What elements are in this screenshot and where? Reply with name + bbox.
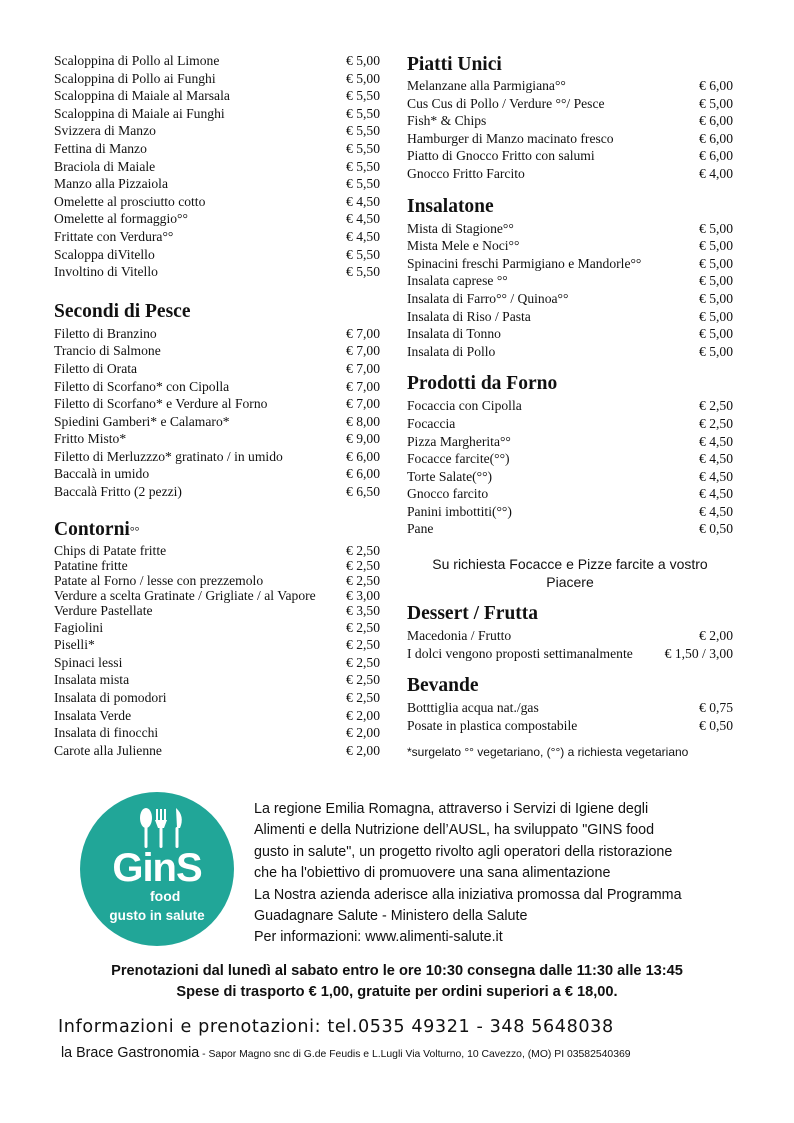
- menu-item: [407, 433, 733, 451]
- fish-dishes-list: [54, 325, 380, 501]
- menu-item-price: € 1,50 / 3,00: [664, 645, 733, 661]
- bakery-list: [407, 397, 733, 538]
- menu-item-price: € 6,00: [699, 113, 733, 129]
- menu-item-price: € 5,00: [699, 326, 733, 342]
- menu-item-name: Focaccia con Cipolla: [407, 398, 522, 414]
- menu-item-name: Baccalà in umido: [54, 466, 150, 482]
- company-detail: - Sapor Magno snc di G.de Feudis e L.Lugli Via Volturno, 10 Cavezzo, (MO) PI 03582540369: [199, 1049, 631, 1060]
- menu-item: [407, 147, 733, 165]
- menu-item-price: € 4,50: [346, 228, 380, 244]
- menu-item-name: Baccalà Fritto (2 pezzi): [54, 484, 182, 500]
- menu-item: [407, 165, 733, 183]
- menu-item: [54, 742, 380, 760]
- menu-item-price: € 4,00: [699, 165, 733, 181]
- section-title-forno: Prodotti da Forno: [407, 373, 558, 395]
- menu-item-name: Gnocco farcito: [407, 486, 489, 502]
- menu-item-price: € 5,00: [699, 290, 733, 306]
- menu-item-price: € 2,50: [699, 398, 733, 414]
- menu-item-price: € 0,75: [699, 700, 733, 716]
- menu-item-name: Omelette al prosciutto cotto: [54, 193, 206, 209]
- diet-legend: *surgelato °° vegetariano, (°°) a richiesta vegetariano: [407, 745, 689, 760]
- menu-item-price: € 5,50: [346, 176, 380, 192]
- booking-hours: Prenotazioni dal lunedì al sabato entro le ore 10:30 consegna dalle 11:30 alle 13:45: [111, 963, 683, 979]
- menu-item-name: Filetto di Scorfano* e Verdure al Forno: [54, 396, 268, 412]
- menu-item: [54, 465, 380, 483]
- menu-item: [54, 573, 380, 588]
- menu-item-price: € 7,00: [346, 343, 380, 359]
- menu-item-name: Melanzane alla Parmigiana°°: [407, 78, 566, 93]
- menu-item: [407, 95, 733, 113]
- menu-item-price: € 4,50: [699, 503, 733, 519]
- menu-item-price: € 4,50: [346, 211, 380, 227]
- menu-item-price: € 4,50: [699, 433, 733, 449]
- menu-item-name: Focaccia: [407, 415, 456, 431]
- menu-item-name: Scaloppina di Maiale ai Funghi: [54, 105, 225, 121]
- menu-item: [54, 413, 380, 431]
- menu-item-name: Fettina di Manzo: [54, 140, 147, 156]
- menu-item: [407, 343, 733, 361]
- menu-item: [407, 130, 733, 148]
- bakery-note-line-2: Piacere: [546, 574, 594, 591]
- menu-item-name: Manzo alla Pizzaiola: [54, 176, 168, 192]
- menu-item: [54, 430, 380, 448]
- salads-list: [407, 220, 733, 361]
- section-piatti-unici: [407, 52, 733, 183]
- menu-item: [407, 699, 733, 717]
- section-prodotti-da-forno: [407, 371, 733, 591]
- dessert-list: [407, 627, 733, 662]
- menu-item-price: € 6,50: [346, 484, 380, 500]
- menu-item-price: € 6,00: [346, 448, 380, 464]
- menu-item-name: Pizza Margherita°°: [407, 433, 511, 449]
- menu-item-price: € 2,50: [346, 637, 380, 653]
- menu-item: [407, 717, 733, 735]
- menu-item-name: Botttiglia acqua nat./gas: [407, 700, 539, 716]
- menu-item: [54, 342, 380, 360]
- menu-item: [54, 378, 380, 396]
- single-dishes-list: [407, 77, 733, 183]
- menu-item-name: Gnocco Fritto Farcito: [407, 165, 525, 181]
- menu-item-name: Panini imbottiti(°°): [407, 503, 512, 519]
- menu-item-name: Verdure a scelta Gratinate / Grigliate / al Vapore: [54, 588, 316, 604]
- section-contorni: [54, 518, 380, 760]
- menu-item-price: € 2,00: [699, 628, 733, 644]
- menu-item: [54, 193, 380, 211]
- menu-item-price: € 5,50: [346, 105, 380, 121]
- menu-item-price: € 7,00: [346, 360, 380, 376]
- menu-item: [54, 105, 380, 123]
- menu-item-price: € 2,00: [346, 707, 380, 723]
- menu-item: [54, 87, 380, 105]
- menu-item-price: € 5,00: [699, 343, 733, 359]
- menu-item: [54, 543, 380, 558]
- menu-item-price: € 2,50: [346, 690, 380, 706]
- menu-item: [54, 140, 380, 158]
- menu-item-name: Insalata di Farro°° / Quinoa°°: [407, 290, 569, 306]
- menu-item-name: Scaloppina di Pollo al Limone: [54, 53, 220, 68]
- menu-item-price: € 5,50: [346, 264, 380, 280]
- menu-item-price: € 2,50: [346, 573, 380, 589]
- menu-item: [54, 325, 380, 343]
- menu-item-price: € 8,00: [346, 413, 380, 429]
- menu-item-name: Macedonia / Frutto: [407, 628, 512, 644]
- menu-item: [407, 627, 733, 645]
- menu-item-name: Carote alla Julienne: [54, 742, 162, 758]
- menu-item-price: € 9,00: [346, 431, 380, 447]
- menu-item-price: € 0,50: [699, 717, 733, 733]
- gins-line: Alimenti e della Nutrizione dell’AUSL, ha sviluppato "GINS food: [254, 822, 655, 839]
- menu-item-name: Fritto Misto*: [54, 431, 127, 447]
- company-name: la Brace Gastronomia: [61, 1045, 200, 1061]
- menu-item-name: Pane: [407, 521, 434, 537]
- menu-item: [407, 255, 733, 273]
- gins-line: Guadagnare Salute - Ministero della Salute: [254, 908, 528, 925]
- menu-item: [407, 220, 733, 238]
- company-info: [61, 1044, 781, 1062]
- menu-item: [407, 485, 733, 503]
- menu-item-name: Insalata di Riso / Pasta: [407, 308, 531, 324]
- menu-item-name: Omelette al formaggio°°: [54, 211, 188, 227]
- menu-item-price: € 4,50: [346, 193, 380, 209]
- menu-item: [54, 210, 380, 228]
- gins-line: gusto in salute", un progetto rivolto agli operatori della ristorazione: [254, 843, 673, 860]
- menu-item-price: € 5,50: [346, 158, 380, 174]
- menu-item: [54, 671, 380, 689]
- menu-item-name: Filetto di Branzino: [54, 325, 157, 341]
- menu-item-name: Insalata di pomodori: [54, 690, 167, 706]
- menu-item: [54, 724, 380, 742]
- side-dishes-list: [54, 619, 380, 760]
- gins-logo: [80, 792, 234, 946]
- menu-item-name: Insalata mista: [54, 672, 130, 688]
- menu-item-name: Insalata di Tonno: [407, 326, 501, 342]
- gins-logo-name: GinS: [112, 846, 202, 890]
- menu-right-column: [407, 52, 733, 760]
- menu-item-price: € 6,00: [346, 466, 380, 482]
- menu-item-price: € 2,50: [346, 654, 380, 670]
- contorni-title-suffix: °°: [129, 523, 140, 538]
- menu-item-price: € 3,50: [346, 603, 380, 619]
- gins-logo-tagline: gusto in salute: [109, 908, 205, 923]
- menu-item-name: Hamburger di Manzo macinato fresco: [407, 130, 614, 146]
- menu-item-name: Fagiolini: [54, 619, 104, 635]
- delivery-cost: Spese di trasporto € 1,00, gratuite per ordini superiori a € 18,00.: [176, 984, 618, 1000]
- section-title-dessert: Dessert / Frutta: [407, 603, 539, 625]
- drinks-list: [407, 699, 733, 734]
- menu-item-price: € 5,50: [346, 246, 380, 262]
- section-insalatone: [407, 194, 733, 361]
- section-secondi-di-pesce: [54, 299, 380, 501]
- menu-item: [407, 415, 733, 433]
- menu-item-price: € 5,50: [346, 88, 380, 104]
- menu-item-name: Trancio di Salmone: [54, 343, 161, 359]
- menu-item: [54, 689, 380, 707]
- meat-dishes-list: [54, 52, 380, 281]
- menu-item-price: € 5,00: [699, 273, 733, 289]
- menu-item: [407, 645, 733, 663]
- menu-item-price: € 4,50: [699, 468, 733, 484]
- menu-item-price: € 5,50: [346, 123, 380, 139]
- menu-item-price: € 5,00: [699, 308, 733, 324]
- menu-item: [407, 308, 733, 326]
- menu-item-price: € 0,50: [699, 521, 733, 537]
- menu-item: [54, 70, 380, 88]
- bakery-request-note: [407, 555, 733, 591]
- menu-item: [407, 503, 733, 521]
- menu-item: [407, 112, 733, 130]
- menu-item-name: Scaloppa diVitello: [54, 246, 155, 262]
- menu-item-name: Focacce farcite(°°): [407, 451, 510, 467]
- menu-item: [407, 77, 733, 95]
- menu-item: [407, 520, 733, 538]
- menu-item-name: Scaloppina di Maiale al Marsala: [54, 88, 230, 104]
- gins-info-line: Per informazioni: www.alimenti-salute.it: [254, 929, 503, 946]
- menu-item-price: € 5,00: [346, 53, 380, 68]
- gins-logo-food: food: [150, 888, 181, 904]
- section-title-bevande: Bevande: [407, 675, 479, 697]
- menu-item-price: € 6,00: [699, 148, 733, 164]
- contorni-title-text: Contorni: [54, 518, 130, 540]
- menu-item: [407, 290, 733, 308]
- menu-item-price: € 3,00: [346, 588, 380, 604]
- menu-item-name: I dolci vengono proposti settimanalmente: [407, 645, 633, 661]
- menu-item: [54, 228, 380, 246]
- menu-item: [54, 636, 380, 654]
- menu-item-price: € 7,00: [346, 378, 380, 394]
- menu-item-price: € 5,00: [699, 255, 733, 271]
- menu-item-name: Torte Salate(°°): [407, 468, 493, 484]
- menu-item-name: Spiedini Gamberi* e Calamaro*: [54, 413, 230, 429]
- menu-item-name: Fish* & Chips: [407, 113, 487, 129]
- menu-item-price: € 4,50: [699, 451, 733, 467]
- menu-item: [54, 52, 380, 70]
- menu-item-name: Filetto di Scorfano* con Cipolla: [54, 378, 230, 394]
- section-bevande: [407, 673, 733, 734]
- menu-item: [54, 654, 380, 672]
- menu-item: [54, 603, 380, 618]
- menu-left-column: [54, 52, 380, 759]
- menu-item: [54, 558, 380, 573]
- menu-item-name: Verdure Pastellate: [54, 603, 153, 619]
- menu-item: [54, 246, 380, 264]
- section-title-pesce: Secondi di Pesce: [54, 300, 191, 322]
- menu-item: [54, 707, 380, 725]
- menu-item: [54, 360, 380, 378]
- menu-item-name: Cus Cus di Pollo / Verdure °°/ Pesce: [407, 95, 605, 111]
- menu-item-name: Frittate con Verdura°°: [54, 228, 174, 244]
- side-dishes-list-compact: [54, 543, 380, 619]
- menu-item-name: Mista di Stagione°°: [407, 220, 514, 236]
- menu-item-name: Piatto di Gnocco Fritto con salumi: [407, 148, 595, 164]
- bakery-note-line-1: Su richiesta Focacce e Pizze farcite a vostro: [432, 556, 708, 573]
- menu-item-price: € 2,50: [699, 415, 733, 431]
- menu-item-name: Filetto di Merluzzzo* gratinato / in umido: [54, 448, 283, 464]
- menu-item-price: € 5,00: [699, 238, 733, 254]
- menu-item-price: € 2,00: [346, 725, 380, 741]
- menu-item-price: € 2,50: [346, 542, 380, 558]
- menu-item-name: Spinacini freschi Parmigiano e Mandorle°°: [407, 255, 642, 271]
- menu-item-price: € 4,50: [699, 486, 733, 502]
- gins-line: La regione Emilia Romagna, attraverso i Servizi di Igiene degli: [254, 801, 649, 817]
- menu-item: [54, 263, 380, 281]
- menu-item-name: Posate in plastica compostabile: [407, 717, 578, 733]
- menu-item-name: Braciola di Maiale: [54, 158, 156, 174]
- contact-info: Informazioni e prenotazioni: tel.0535 49321 - 348 5648038: [58, 1017, 614, 1037]
- menu-item-name: Piselli*: [54, 637, 95, 653]
- menu-item-name: Patatine fritte: [54, 557, 128, 573]
- menu-item-price: € 2,50: [346, 619, 380, 635]
- booking-info: [40, 961, 754, 1003]
- menu-item-price: € 7,00: [346, 325, 380, 341]
- gins-description: [254, 799, 744, 949]
- gins-line: che ha l'obiettivo di promuovere una sana alimentazione: [254, 865, 611, 882]
- menu-item: [54, 175, 380, 193]
- menu-item: [54, 158, 380, 176]
- menu-item: [54, 588, 380, 603]
- menu-item-name: Spinaci lessi: [54, 654, 123, 670]
- menu-item-price: € 5,50: [346, 140, 380, 156]
- menu-item-price: € 2,00: [346, 742, 380, 758]
- menu-item-price: € 6,00: [699, 130, 733, 146]
- menu-item: [54, 395, 380, 413]
- menu-item-name: Insalata caprese °°: [407, 273, 508, 289]
- menu-item-price: € 2,50: [346, 672, 380, 688]
- menu-item-price: € 5,00: [699, 95, 733, 111]
- menu-item-name: Filetto di Orata: [54, 360, 138, 376]
- menu-item-name: Insalata Verde: [54, 707, 132, 723]
- menu-item: [54, 619, 380, 637]
- menu-item-name: Svizzera di Manzo: [54, 123, 156, 139]
- menu-item-name: Scaloppina di Pollo ai Funghi: [54, 70, 216, 86]
- menu-item-name: Mista Mele e Noci°°: [407, 238, 520, 254]
- menu-item-price: € 6,00: [699, 78, 733, 93]
- menu-item-price: € 2,50: [346, 557, 380, 573]
- menu-item-price: € 7,00: [346, 396, 380, 412]
- menu-item-price: € 5,00: [346, 70, 380, 86]
- section-title-insalatone: Insalatone: [407, 195, 494, 217]
- menu-item-name: Patate al Forno / lesse con prezzemolo: [54, 573, 264, 589]
- menu-item: [54, 448, 380, 466]
- section-dessert-frutta: [407, 601, 733, 662]
- menu-item-name: Insalata di finocchi: [54, 725, 159, 741]
- section-title-contorni: [54, 518, 380, 543]
- menu-item: [54, 483, 380, 501]
- menu-item-name: Involtino di Vitello: [54, 264, 158, 280]
- menu-item-name: Chips di Patate fritte: [54, 542, 167, 558]
- section-title-piatti-unici: Piatti Unici: [407, 54, 502, 75]
- menu-item-name: Insalata di Pollo: [407, 343, 496, 359]
- menu-item: [407, 325, 733, 343]
- gins-line: La Nostra azienda aderisce alla iniziativa promossa dal Programma: [254, 886, 682, 903]
- menu-item: [407, 397, 733, 415]
- menu-item-price: € 5,00: [699, 220, 733, 236]
- menu-item: [407, 450, 733, 468]
- menu-item: [54, 122, 380, 140]
- menu-item: [407, 468, 733, 486]
- menu-item: [407, 237, 733, 255]
- menu-item: [407, 272, 733, 290]
